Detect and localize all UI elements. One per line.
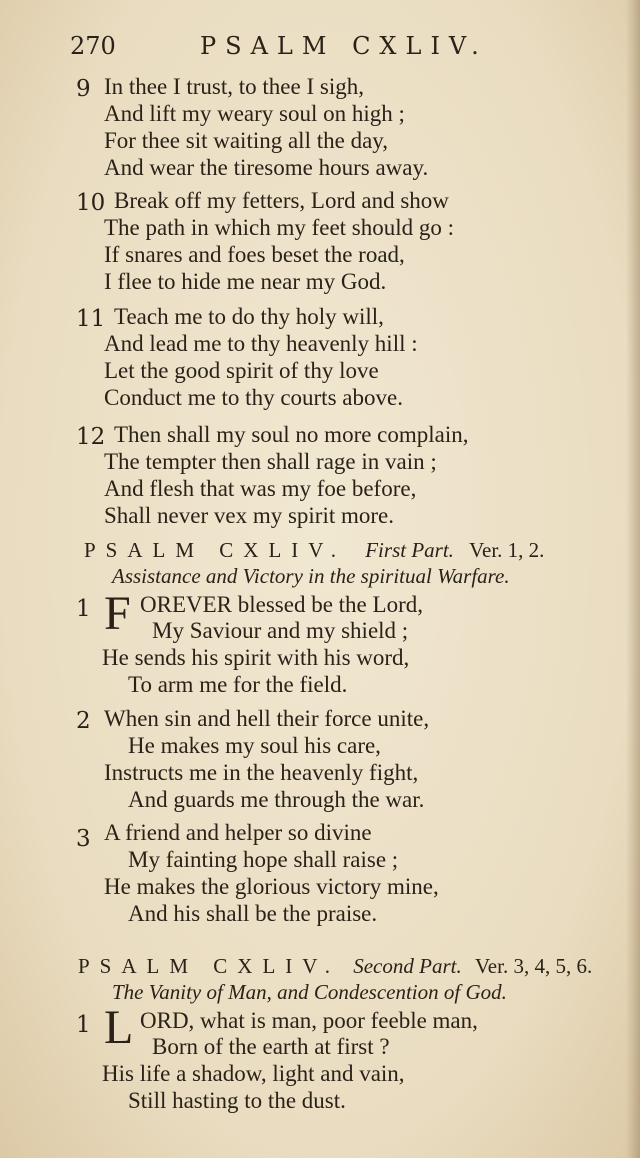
verse-line: Teach me to do thy holy will, — [114, 304, 384, 329]
verse-line: Instructs me in the heavenly fight, — [104, 760, 419, 785]
stanza-number: 9 — [76, 76, 91, 102]
verse-line: I flee to hide me near my God. — [104, 269, 387, 294]
stanza-number: 3 — [76, 826, 91, 852]
verse-line: My fainting hope shall raise ; — [128, 847, 399, 872]
verse-line: A friend and helper so divine — [104, 820, 372, 845]
verse-reference: Ver. 3, 4, 5, 6. — [474, 954, 593, 978]
part-label: First Part. — [365, 538, 454, 562]
section-subtitle: The Vanity of Man, and Condescention of God. — [112, 980, 507, 1004]
verse-line: Break off my fetters, Lord and show — [114, 188, 449, 213]
verse-line: And lift my weary soul on high ; — [104, 101, 405, 126]
stanza-number: 2 — [76, 708, 91, 734]
verse-line: And lead me to thy heavenly hill : — [104, 331, 418, 356]
verse-line: And wear the tiresome hours away. — [104, 155, 429, 180]
verse-line: And his shall be the praise. — [128, 901, 378, 926]
verse-line: For thee sit waiting all the day, — [104, 128, 389, 153]
verse-line: Born of the earth at first ? — [152, 1034, 390, 1059]
stanza-number: 10 — [76, 190, 106, 216]
verse-line: He sends his spirit with his word, — [102, 645, 410, 670]
drop-capital: L — [104, 1001, 134, 1054]
verse-line: To arm me for the field. — [128, 672, 348, 697]
running-title: PSALM CXLIV. — [200, 32, 488, 60]
verse-line: Then shall my soul no more complain, — [114, 422, 469, 447]
verse-line: Conduct me to thy courts above. — [104, 385, 403, 410]
drop-capital: F — [104, 587, 131, 640]
verse-line: Still hasting to the dust. — [128, 1088, 346, 1113]
verse-line: Let the good spirit of thy love — [104, 358, 379, 383]
verse-line: When sin and hell their force unite, — [104, 706, 430, 731]
part-label: Second Part. — [353, 954, 462, 978]
verse-line: In thee I trust, to thee I sigh, — [104, 74, 364, 99]
page-header — [70, 32, 630, 66]
stanza-number: 12 — [76, 424, 106, 450]
verse-line: ORD, what is man, poor feeble man, — [140, 1008, 478, 1033]
verse-reference: Ver. 1, 2. — [469, 538, 545, 562]
verse-line: And guards me through the war. — [128, 787, 425, 812]
verse-line: He makes my soul his care, — [128, 733, 381, 758]
verse-line: The tempter then shall rage in vain ; — [104, 449, 437, 474]
verse-line: If snares and foes beset the road, — [104, 242, 405, 267]
section-heading-first-part — [84, 538, 630, 563]
psalm-title: PSALM CXLIV. — [84, 538, 346, 562]
page-number: 270 — [70, 32, 116, 60]
verse-line: His life a shadow, light and vain, — [102, 1061, 405, 1086]
section-subtitle: Assistance and Victory in the spiritual Warfare. — [112, 564, 510, 588]
stanza-number: 1 — [76, 596, 91, 622]
stanza-number: 1 — [76, 1012, 91, 1038]
stanza-number: 11 — [76, 306, 106, 332]
verse-line: OREVER blessed be the Lord, — [140, 592, 423, 617]
verse-line: My Saviour and my shield ; — [152, 618, 409, 643]
psalm-title: PSALM CXLIV. — [78, 954, 340, 978]
verse-line: And flesh that was my foe before, — [104, 476, 417, 501]
section-heading-second-part — [78, 954, 624, 979]
verse-line: Shall never vex my spirit more. — [104, 503, 394, 528]
verse-line: He makes the glorious victory mine, — [104, 874, 439, 899]
verse-line: The path in which my feet should go : — [104, 215, 455, 240]
